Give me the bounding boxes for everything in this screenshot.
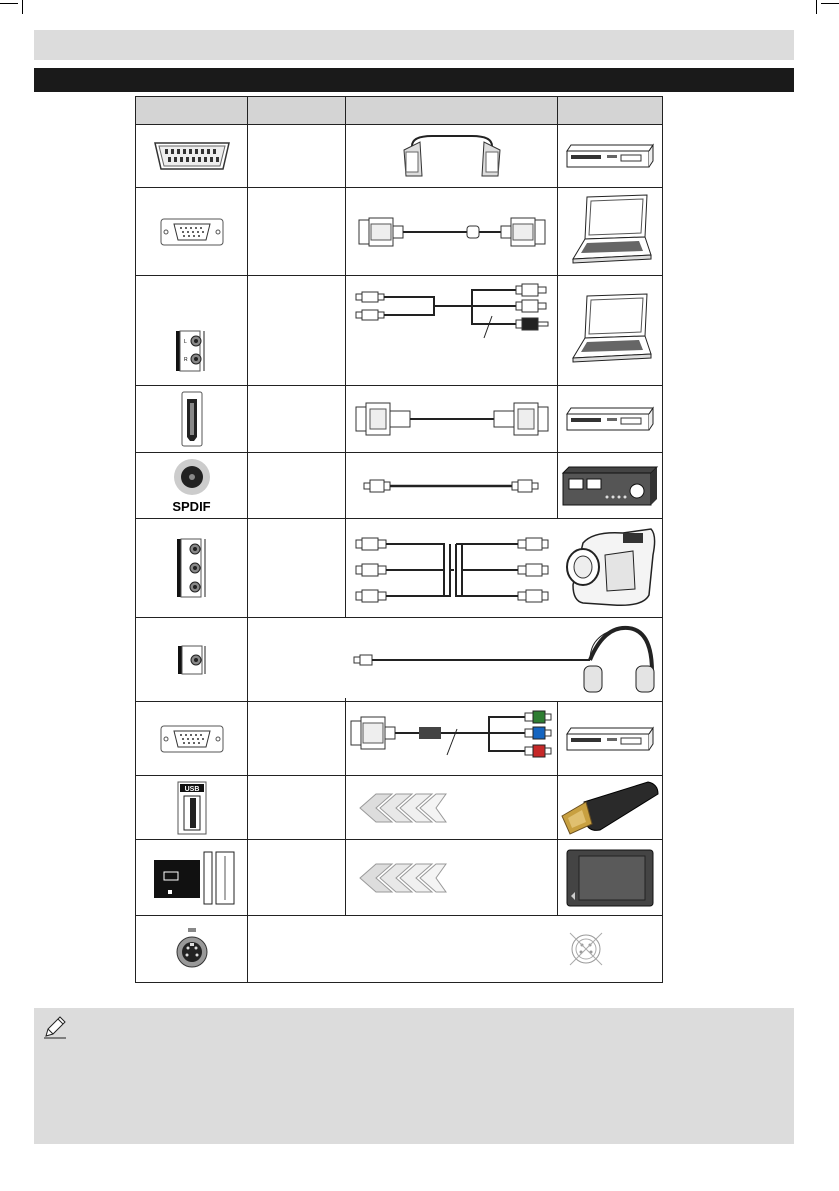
vga-connector-icon: [136, 188, 247, 275]
crop-mark: [816, 0, 817, 14]
ypbpr-cable-icon: [346, 702, 557, 775]
coax-cable-icon: [346, 453, 557, 518]
header-bar: [34, 30, 794, 60]
laptop-icon: [558, 276, 662, 385]
av-connector-icon: [136, 519, 247, 617]
ci-slot-icon: [136, 840, 247, 915]
vga-cable-icon: [346, 188, 557, 275]
dvd-recorder-icon: [558, 386, 662, 452]
section-title-bar: [34, 68, 794, 92]
dvd-recorder-icon: [558, 702, 662, 775]
s-video-connector-icon: [136, 916, 247, 982]
camcorder-icon: [558, 519, 662, 617]
usb-stick-icon: [558, 776, 662, 839]
pencil-icon: [42, 1014, 68, 1045]
headphone-connector-icon: [136, 618, 247, 701]
crop-mark: [821, 3, 839, 4]
note-box: [34, 1008, 794, 1144]
ci-cam-icon: [558, 840, 662, 915]
spdif-label: SPDIF: [172, 499, 211, 514]
svg-text:L: L: [183, 338, 187, 345]
svg-text:R: R: [183, 356, 188, 363]
hdmi-connector-icon: [136, 386, 247, 452]
insert-arrows-icon: [346, 840, 557, 915]
connection-table: [135, 96, 663, 983]
s-video-crossed-icon: [558, 916, 662, 982]
usb-label: USB: [184, 785, 199, 793]
vga-ypbpr-connector-icon: [136, 702, 247, 775]
headphone-cable-icon: [346, 618, 662, 701]
audio-amplifier-icon: [558, 453, 662, 518]
scart-connector-icon: [136, 125, 247, 187]
spdif-connector-icon: [136, 453, 247, 518]
column-divider: [247, 97, 248, 982]
insert-arrows-icon: [346, 776, 557, 839]
usb-connector-icon: [136, 776, 247, 839]
hdmi-cable-icon: [346, 386, 557, 452]
table-header: [136, 97, 662, 125]
pc-audio-connector-icon: [136, 276, 247, 385]
audio-y-cable-icon: [346, 276, 557, 385]
crop-mark: [0, 3, 18, 4]
laptop-icon: [558, 188, 662, 275]
rca-av-cable-icon: [346, 519, 557, 617]
crop-mark: [22, 0, 23, 14]
dvd-recorder-icon: [558, 125, 662, 187]
scart-cable-icon: [346, 125, 557, 187]
